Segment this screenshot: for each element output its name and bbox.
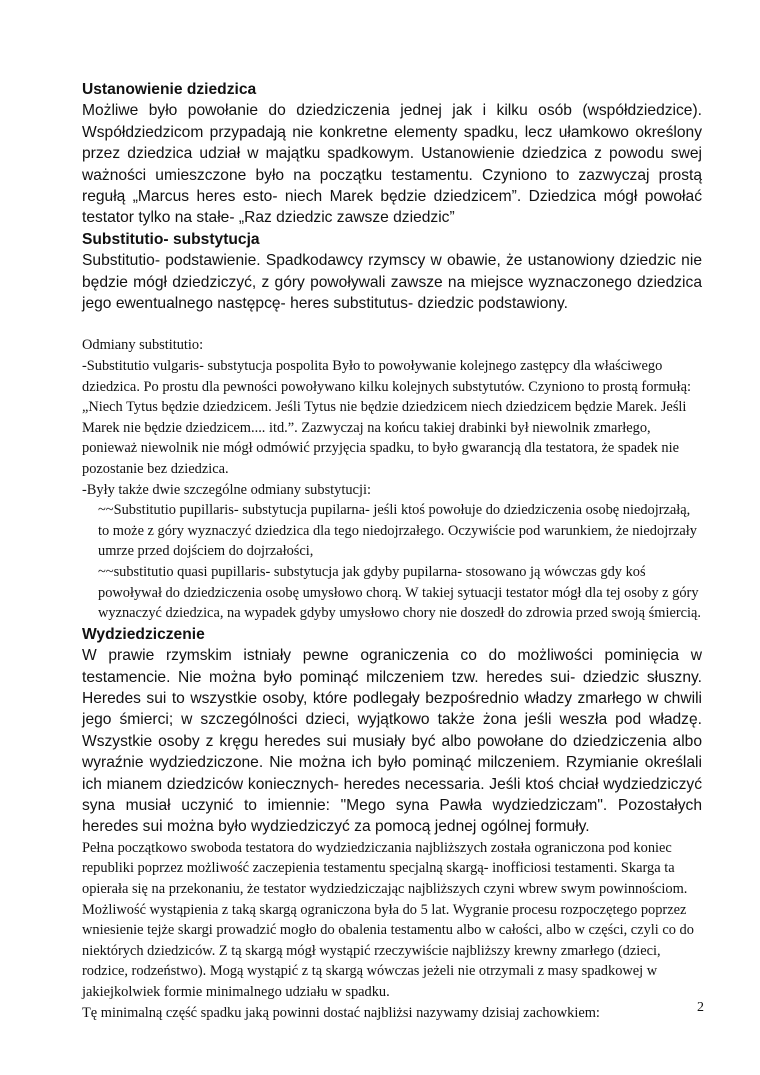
document-page [82, 79, 702, 1023]
paragraph-substitutio-quasi-pupillaris: ~~substitutio quasi pupillaris- substytucja jak gdyby pupilarna- stosowano ją wówczas gdy koś powoływał do dziedziczenia osobę umysłowo chorą. W takiej sytuacji testator mógł dla tej osoby z góry wyznaczyć dziedzica, na wypadek gdyby umysłowo chory nie doszedł do zdrowia przed swoją śmiercią. [98, 564, 701, 622]
heading-ustanowienie-dziedzica: Ustanowienie dziedzica [82, 81, 257, 98]
paragraph-substitutio-pupillaris: ~~Substitutio pupillaris- substytucja pupilarna- jeśli ktoś powołuje do dziedziczenia osobę niedojrzałą, to może z góry wyznaczyć dziedzica dla tego niedojrzałego. Oczywiście pod warunkiem, że niedojrzały umrze przed dojściem do dojrzałości, [98, 502, 697, 560]
paragraph-wydziedziczenie: W prawie rzymskim istniały pewne ograniczenia co do możliwości pominięcia w testamencie. Nie można było pominąć milczeniem tzw. heredes sui- dziedzic słuszny. Heredes sui to wszystkie osoby, które podlegały bezpośrednio władzy zmarłego w chwili jego śmierci; w szczególności dzieci, wyjątkowo także żona jeśli weszła pod władzę. Wszystkie osoby z kręgu heredes sui musiały być albo powołane do dziedziczenia albo wyraźnie wydziedziczone. Nie można ich było pominąć milczeniem. Rzymianie określali ich mianem dziedziców koniecznych- heredes necessaria. Jeśli ktoś chciał wydziedziczyć syna musiał uczynić to imiennie: "Mego syna Pawła wydziedziczam". Pozostałych heredes sui można było wydziedziczyć za pomocą jednej ogólnej formuły. [82, 647, 702, 836]
paragraph-substitutio: Substitutio- podstawienie. Spadkodawcy rzymscy w obawie, że ustanowiony dziedzic nie będzie mógł dziedziczyć, z góry powoływali zawsze na miejsce wyznaczonego dziedzica jego ewentualnego następcę- heres substitutus- dziedzic podstawiony. [82, 252, 702, 313]
paragraph-special-variants: -Były także dwie szczególne odmiany substytucji: [82, 481, 371, 498]
page-number: 2 [697, 1000, 704, 1015]
heading-wydziedziczenie: Wydziedziczenie [82, 625, 205, 643]
paragraph-ustanowienie-dziedzica: Możliwe było powołanie do dziedziczenia jednej jak i kilku osób (współdziedzice). Współdziedzicom przypadają nie konkretne elementy spadku, lecz ułamkowo określony przez dziedzica udział w majątku spadkowym. Ustanowienie dziedzica z powodu swej ważności umieszczone było na początku testamentu. Czyniono to zazwyczaj prostą regułą „Marcus heres esto- niech Marek będzie dziedzicem”. Dziedzica mógł powołać testator tylko na stałe- „Raz dziedzic zawsze dziedzic” [82, 102, 702, 227]
paragraph-substitutio-vulgaris: -Substitutio vulgaris- substytucja pospolita Było to powoływanie kolejnego zastępcy dla właściwego dziedzica. Po prostu dla pewności powoływano kilku kolejnych substytutów. Czyniono to prostą formułą: „Niech Tytus będzie dziedzicem. Jeśli Tytus nie będzie dziedzicem niech dziedzicem będzie Marek. Jeśli Marek nie będzie dziedzicem.... itd.”. Zazwyczaj na końcu takiej drabinki był niewolnik zmarłego, ponieważ niewolnik nie mógł odmówić przyjęcia spadku, to było gwarancją dla testatora, że spadek nie pozostanie bez dziedzica. [82, 358, 691, 478]
heading-substitutio: Substitutio- substytucja [82, 230, 260, 248]
blank-line [82, 314, 702, 335]
paragraph-querela: Pełna początkowo swoboda testatora do wydziedziczania najbliższych została ograniczona pod koniec republiki poprzez możliwość zaczepienia testamentu specjalną skargą- inofficiosi testamenti. Skarga ta opierała się na przekonaniu, że testator wydziedziczając najbliższych czyni wbrew swym powinnościom. Możliwość wystąpienia z taką skargą ograniczona była do 5 lat. Wygranie procesu rozpoczętego poprzez wniesienie tejże skargi prowadzić mogło do obalenia testamentu albo w całości, albo w części, czyli co do niektórych dziedziców. Z tą skargą mógł wystąpić rzeczywiście najbliższy krewny zmarłego (dzieci, rodzice, rodzeństwo). Mogą wystąpić z tą skargą wówczas jeżeli nie otrzymali z masy spadkowej w jakiejkolwiek formie minimalnego udziału w spadku. [82, 839, 694, 1000]
paragraph-zachowek: Tę minimalną część spadku jaką powinni dostać najbliżsi nazywamy dzisiaj zachowkiem: [82, 1004, 600, 1021]
paragraph-odmiany-intro: Odmiany substitutio: [82, 337, 204, 354]
